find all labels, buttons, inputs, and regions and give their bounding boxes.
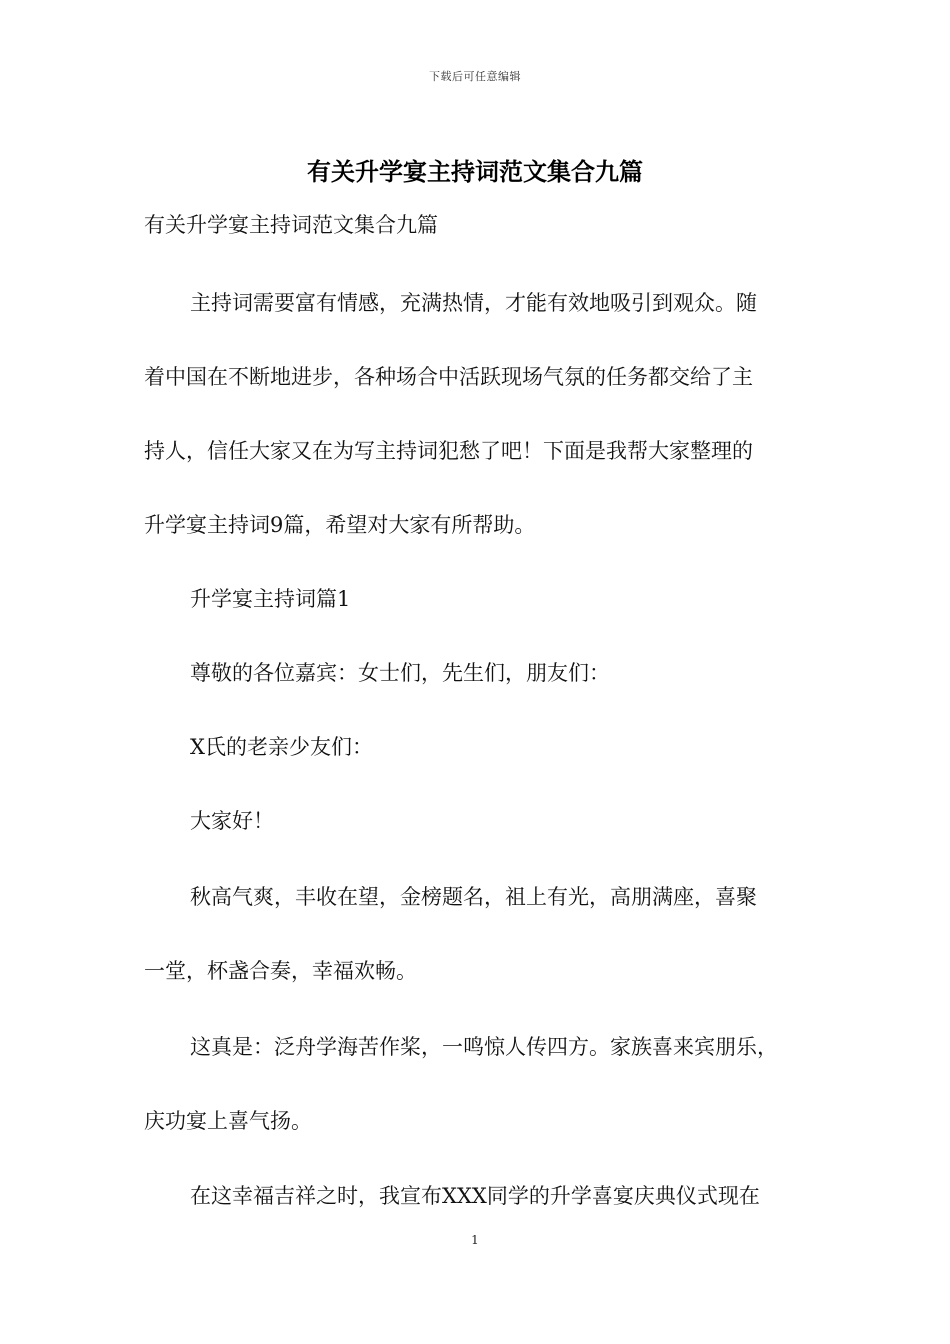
subtitle-line: 有关升学宴主持词范文集合九篇	[144, 213, 438, 237]
paragraph-line: 大家好！	[190, 809, 274, 833]
paragraph-line: 升学宴主持词9篇，希望对大家有所帮助。	[144, 513, 536, 537]
paragraph-line: 主持词需要富有情感，充满热情，才能有效地吸引到观众。随	[190, 291, 757, 315]
section-heading: 升学宴主持词篇1	[190, 587, 351, 611]
paragraph-line: 着中国在不断地进步，各种场合中活跃现场气氛的任务都交给了主	[144, 365, 753, 389]
header-note: 下载后可任意编辑	[429, 70, 521, 83]
paragraph-line: 这真是：泛舟学海苦作桨，一鸣惊人传四方。家族喜来宾朋乐，	[190, 1035, 778, 1059]
paragraph-line: 一堂，杯盏合奏，幸福欢畅。	[144, 959, 417, 983]
document-title: 有关升学宴主持词范文集合九篇	[307, 157, 643, 186]
page-number: 1	[471, 1233, 479, 1247]
paragraph-line: X氏的老亲少友们：	[190, 735, 373, 759]
paragraph-line: 尊敬的各位嘉宾：女士们，先生们，朋友们：	[190, 661, 610, 685]
paragraph-line: 持人，信任大家又在为写主持词犯愁了吧！下面是我帮大家整理的	[144, 439, 753, 463]
paragraph-line: 在这幸福吉祥之时，我宣布XXX同学的升学喜宴庆典仪式现在	[190, 1184, 760, 1208]
paragraph-line: 秋高气爽，丰收在望，金榜题名，祖上有光，高朋满座，喜聚	[190, 885, 757, 909]
paragraph-line: 庆功宴上喜气扬。	[144, 1109, 312, 1133]
